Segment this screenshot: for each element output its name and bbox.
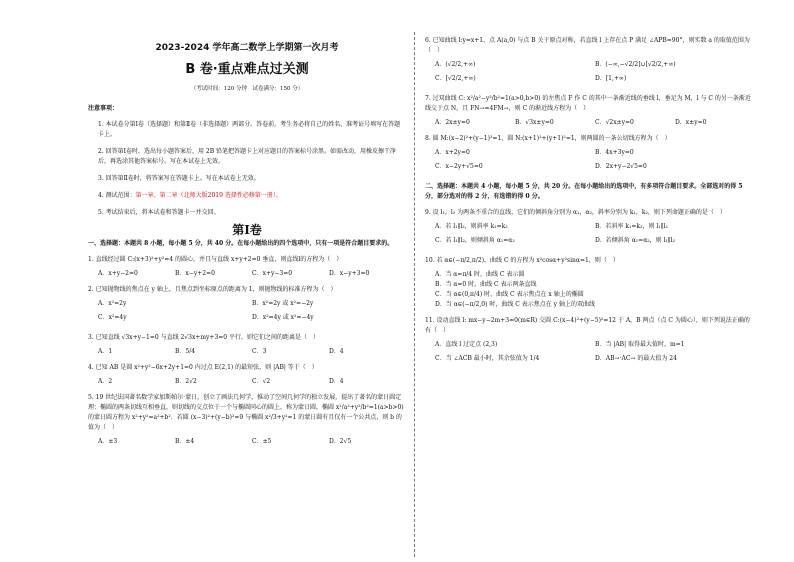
option: C．x²=4y: [98, 314, 127, 321]
question-stem: 3. 已知直线 √3x+y−1=0 与直线 2√3x+my+3=0 平行，则它们之间的距离是（ ）: [88, 334, 320, 341]
question-stem: 6. 已知曲线 l:y=x+1，点 A(a,0) 与点 B 关于原点对称，若直线 l 上存在点 P 满足 ∠APB=90°，则实数 a 的取值范围为（ ）: [425, 37, 750, 54]
option: B．4x+3y=0: [595, 149, 634, 156]
option: A．若 l₁∥l₂，则斜率 k₁=k₂: [435, 223, 508, 230]
question-options: [98, 377, 406, 387]
question-stem: 1. 直线经过圆 C:(x+3)²+y²=4 的圆心，并且与直线 x+y+2=0 垂直，则直线l的方程为（ ）: [88, 256, 343, 263]
option: B．x−y+2=0: [175, 270, 215, 277]
note-scope-prefix: 4. 测试范围：: [98, 192, 136, 199]
option: D．2√5: [329, 438, 352, 445]
option: B．当 α=0 时，曲线 C 表示两条直线: [435, 281, 537, 288]
option: B．2√2: [175, 378, 197, 385]
option: B．5/4: [175, 348, 196, 355]
section-heading: 一、选择题：本题共 8 小题，每小题 5 分，共 40 分。在每小题给出的四个选项中，只有一项是符合题目要求的。: [88, 240, 394, 247]
question-stem: 4. 已知 AB 是圆 x²+y²−6x+2y+1=0 内过点 E(2,1) 的最短弦，则 |AB| 等于（ ）: [88, 364, 318, 371]
question-options: [435, 148, 755, 176]
question-options: [435, 340, 755, 368]
note-scope-range: 第一章、第二章（北师大版2019 选择性必修第一册）。: [135, 192, 282, 199]
option: C．√2x±y=0: [595, 119, 634, 126]
question-options: [435, 270, 755, 310]
option: C．[√2/2,+∞): [435, 75, 476, 82]
option: C．当 α∈(0,π/4) 时，曲线 C 表示焦点在 x 轴上的椭圆: [435, 291, 584, 298]
note-item: 3. 回答第Ⅱ卷时，将答案写在答题卡上。写在本试卷上无效。: [98, 175, 260, 182]
note-item-scope: [98, 191, 406, 201]
column-divider: [414, 32, 415, 557]
option: A．当 α=π/4 时，曲线 C 表示圆: [435, 271, 525, 278]
exam-meta: （考试时间：120 分钟 试卷满分：150 分）: [190, 86, 304, 92]
question-options: [98, 347, 406, 357]
note-item: 1. 本试卷分第Ⅰ卷（选择题）和第Ⅱ卷（非选择题）两部分。答卷前，考生务必将自己的姓名、准考证号填写在答题卡上。: [98, 121, 401, 138]
option: B．若斜率 k₁=k₂，则 l₁∥l₂: [595, 223, 668, 230]
question-stem: 7. 过双曲线 C: x²/a²−y²/b²=1(a>0,b>0) 的左焦点 F 作 C 的其中一条渐近线的垂线 l，垂足为 M，l 与 C 的另一条渐近线交于点 N，且 FN→=4FM→，则 C 的渐近线方程为（ ）: [425, 95, 751, 112]
note-item: 2. 回答第Ⅰ卷时，选出每小题答案后，用 2B 铅笔把答题卡上对应题目的答案标号涂黑。如需改动，用橡皮擦干净后，再选涂其他答案标号。写在本试卷上无效。: [98, 148, 397, 165]
option: C．若 l₁∥l₂，则倾斜角 α₁=α₂: [435, 237, 515, 244]
question-stem: 10. 若 α∈(−π/2,π/2)，曲线 C 的方程为 x²cosα+y²sinα=1，则（ ）: [425, 257, 619, 264]
section-heading: 二、选择题：本题共 4 小题，每小题 5 分，共 20 分。在每小题给出的选项中，有多项符合题目要求。全部选对的得 5 分，部分选对的得 2 分，有选错的得 0 分。: [425, 183, 743, 200]
option: D．当 α∈(−π/2,0) 时，曲线 C 表示焦点在 y 轴上的双曲线: [435, 301, 595, 308]
option: D．4: [329, 348, 344, 355]
exam-title: 2023-2024 学年高二数学上学期第一次月考: [155, 43, 339, 53]
option: D．[1,+∞): [595, 75, 627, 82]
question-options: [98, 437, 406, 447]
option: C．当 ∠ACB 最小时，其余弦值为 1/4: [435, 355, 540, 362]
option: B．±4: [175, 438, 195, 445]
right-column: [425, 36, 755, 374]
option: C．√2: [252, 378, 271, 385]
question-stem: 11. 设动直线 l: mx−y−2m+3=0(m∈R) 交圆 C:(x−4)²+(y−5)²=12 于 A，B 两点（点 C 为圆心），则下列说法正确的有（ ）: [425, 317, 750, 334]
option: D．x−y+3=0: [329, 270, 370, 277]
option: D．若倾斜角 α₁=α₂，则 l₁∥l₂: [595, 237, 675, 244]
option: A．(√2/2,+∞): [435, 61, 476, 68]
option: A．1: [98, 348, 113, 355]
question-options: [435, 60, 755, 88]
question-stem: 2. 已知抛物线的焦点在 y 轴上，且焦点到坐标原点的距离为 1，则抛物线的标准方程为（ ）: [88, 286, 337, 293]
exam-subtitle: B 卷·重点难点过关测: [185, 62, 309, 77]
option: A．2x±y=0: [435, 119, 470, 126]
option: A．x+2y=0: [435, 149, 470, 156]
question-options: [98, 269, 406, 279]
option: C．±5: [252, 438, 272, 445]
option: A．2: [98, 378, 113, 385]
option: D．x±y=0: [675, 119, 707, 126]
option: C．x−2y+√5=0: [435, 163, 483, 170]
option: B．x²=2y 或 x²=−2y: [252, 300, 314, 307]
option: A．x²=2y: [98, 300, 127, 307]
option: C．x+y−3=0: [252, 270, 293, 277]
option: D．AB→·AC→ 的最大值为 24: [595, 355, 677, 362]
question-stem: 8. 圆 M:(x−2)²+(y−1)²=1，圆 N:(x+1)²+(y+1)²=1，则两圆的一条公切线方程为（ ）: [425, 135, 671, 142]
question-options: [98, 299, 406, 327]
question-options: [435, 222, 755, 250]
left-column: [88, 36, 406, 453]
volume-title: 第Ⅰ卷: [232, 223, 262, 237]
option: C．3: [252, 348, 267, 355]
notes-heading: 注意事项：: [88, 105, 119, 112]
option: D．4: [329, 378, 344, 385]
option: B．(−∞,−√2/2]∪[√2/2,+∞): [595, 61, 676, 68]
question-stem: 9. 设 l₁，l₂ 为两条不重合的直线，它们的倾斜角分别为 α₁，α₂，斜率分别为 k₁，k₂，则下列命题正确的是（ ）: [425, 209, 726, 216]
option: A．±3: [98, 438, 118, 445]
option: B．√3x±y=0: [515, 119, 554, 126]
option: A．x+y−2=0: [98, 270, 138, 277]
option: A．直线 l 过定点 (2,3): [435, 341, 498, 348]
option: D．2x+y−2√5=0: [595, 163, 647, 170]
note-item: 5. 考试结束后，将本试卷和答题卡一并交回。: [98, 209, 220, 216]
question-stem: 5. 19 世纪法国著名数学家加斯帕尔·蒙日，创立了画法几何学，推动了空间几何学的独立发展，提出了著名的蒙日圆定理：椭圆的两条切线互相垂直，则切线的交点位于一个与椭圆同心的圆上，称为蒙日圆，椭圆 x²/a²+y²/b²=1(a>b>0) 的蒙日圆方程为 x²+y²=a²+b²．若圆 (x−3)²+(y−b)²=9 与椭圆 x²/3+y²=1 的蒙日圆有且仅有一个公共点，则 b 的值为（ ）: [88, 394, 404, 431]
option: D．x²=4y 或 x²=−4y: [252, 314, 314, 321]
question-options: [435, 118, 755, 128]
option: B．当 |AB| 取得最大值时，m=1: [595, 341, 685, 348]
